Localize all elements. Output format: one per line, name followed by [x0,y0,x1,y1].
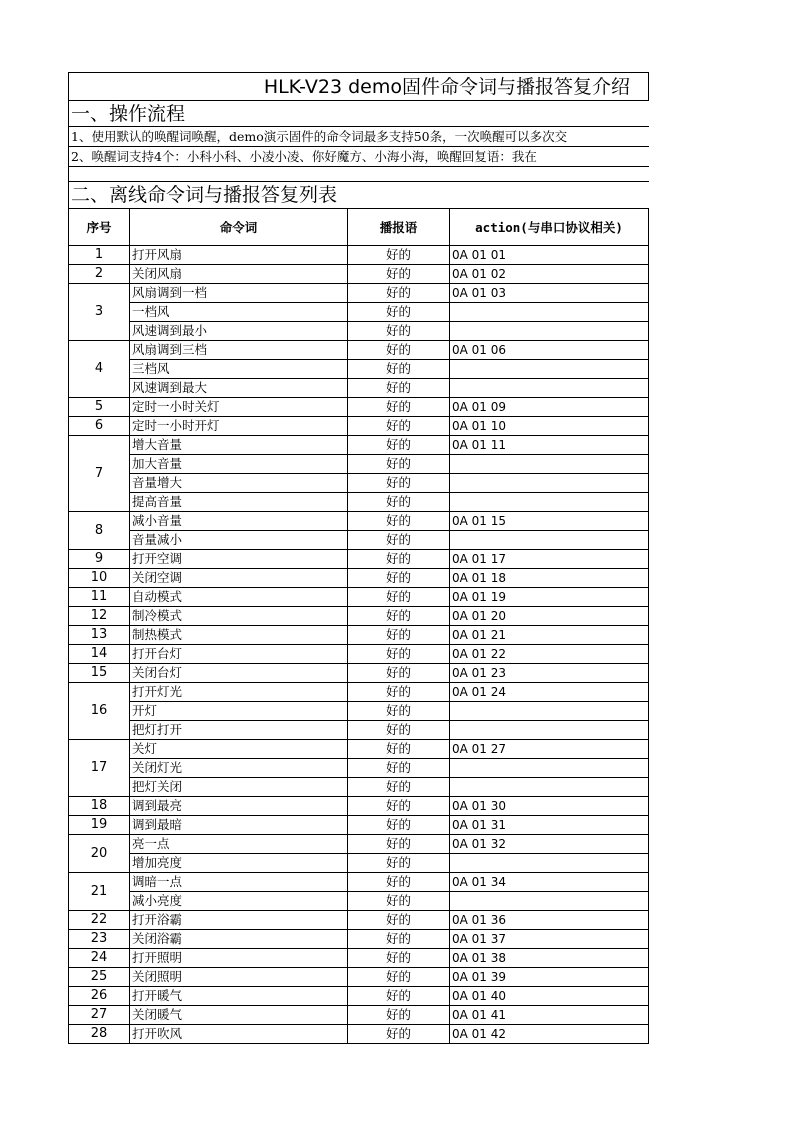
action-cell: 0A 01 27 [450,740,649,759]
command-cell: 开灯 [130,702,348,721]
row-index-cell: 21 [69,873,130,911]
table-row [69,303,649,322]
row-index-cell: 25 [69,968,130,987]
command-cell: 打开浴霸 [130,911,348,930]
table-row [69,968,649,987]
reply-cell: 好的 [348,664,450,683]
table-row [69,531,649,550]
row-index-cell: 4 [69,341,130,398]
reply-cell: 好的 [348,873,450,892]
action-cell: 0A 01 42 [450,1025,649,1044]
reply-cell: 好的 [348,816,450,835]
command-cell: 调到最亮 [130,797,348,816]
action-cell: 0A 01 34 [450,873,649,892]
action-cell: 0A 01 06 [450,341,649,360]
action-cell: 0A 01 31 [450,816,649,835]
table-row [69,702,649,721]
header-reply: 播报语 [348,209,450,246]
command-cell: 关闭空调 [130,569,348,588]
row-index-cell: 24 [69,949,130,968]
reply-cell: 好的 [348,778,450,797]
action-cell [450,721,649,740]
row-index-cell: 9 [69,550,130,569]
row-index-cell: 1 [69,246,130,265]
table-row [69,778,649,797]
command-cell: 音量减小 [130,531,348,550]
reply-cell: 好的 [348,930,450,949]
row-index-cell: 8 [69,512,130,550]
table-row [69,892,649,911]
command-cell: 调到最暗 [130,816,348,835]
table-row [69,987,649,1006]
reply-cell: 好的 [348,797,450,816]
row-index-cell: 28 [69,1025,130,1044]
command-cell: 制热模式 [130,626,348,645]
reply-cell: 好的 [348,607,450,626]
table-row [69,265,649,284]
command-cell: 打开照明 [130,949,348,968]
row-index-cell: 5 [69,398,130,417]
command-cell: 提高音量 [130,493,348,512]
command-cell: 减小音量 [130,512,348,531]
reply-cell: 好的 [348,987,450,1006]
command-cell: 音量增大 [130,474,348,493]
command-cell: 风扇调到三档 [130,341,348,360]
table-row [69,493,649,512]
action-cell [450,379,649,398]
action-cell: 0A 01 17 [450,550,649,569]
command-cell: 打开暖气 [130,987,348,1006]
command-cell: 把灯关闭 [130,778,348,797]
reply-cell: 好的 [348,360,450,379]
table-row [69,607,649,626]
table-row [69,436,649,455]
blank-row [69,167,649,182]
action-cell: 0A 01 19 [450,588,649,607]
action-cell [450,474,649,493]
action-cell: 0A 01 01 [450,246,649,265]
row-index-cell: 22 [69,911,130,930]
table-row [69,645,649,664]
reply-cell: 好的 [348,740,450,759]
table-row [69,455,649,474]
command-cell: 一档风 [130,303,348,322]
table-row [69,512,649,531]
reply-cell: 好的 [348,474,450,493]
command-cell: 关灯 [130,740,348,759]
command-cell: 关闭浴霸 [130,930,348,949]
table-row [69,1025,649,1044]
action-cell [450,892,649,911]
reply-cell: 好的 [348,1025,450,1044]
table-row [69,474,649,493]
reply-cell: 好的 [348,645,450,664]
table-row [69,911,649,930]
action-cell [450,360,649,379]
command-cell: 打开灯光 [130,683,348,702]
table-row [69,284,649,303]
table-row [69,683,649,702]
page-title: HLK-V23 demo固件命令词与播报答复介绍 [69,73,649,101]
command-cell: 关闭暖气 [130,1006,348,1025]
command-cell: 三档风 [130,360,348,379]
reply-cell: 好的 [348,968,450,987]
reply-cell: 好的 [348,949,450,968]
command-cell: 增大音量 [130,436,348,455]
reply-cell: 好的 [348,303,450,322]
note-line-2: 2、唤醒词支持4个：小科小科、小凌小凌、你好魔方、小海小海，唤醒回复语：我在 [69,147,649,167]
row-index-cell: 17 [69,740,130,797]
command-cell: 关闭灯光 [130,759,348,778]
reply-cell: 好的 [348,322,450,341]
table-row [69,398,649,417]
table-row [69,664,649,683]
table-row [69,246,649,265]
action-cell: 0A 01 40 [450,987,649,1006]
action-cell: 0A 01 18 [450,569,649,588]
table-row [69,417,649,436]
header-index: 序号 [69,209,130,246]
command-cell: 风速调到最小 [130,322,348,341]
table-row [69,550,649,569]
table-row [69,341,649,360]
table-row [69,854,649,873]
action-cell: 0A 01 11 [450,436,649,455]
row-index-cell: 15 [69,664,130,683]
command-cell: 调暗一点 [130,873,348,892]
table-row [69,835,649,854]
row-index-cell: 13 [69,626,130,645]
row-index-cell: 16 [69,683,130,740]
action-cell: 0A 01 22 [450,645,649,664]
reply-cell: 好的 [348,398,450,417]
reply-cell: 好的 [348,721,450,740]
action-cell [450,531,649,550]
row-index-cell: 19 [69,816,130,835]
table-row [69,797,649,816]
reply-cell: 好的 [348,588,450,607]
table-row [69,873,649,892]
command-cell: 定时一小时开灯 [130,417,348,436]
header-action: action(与串口协议相关) [450,209,649,246]
reply-cell: 好的 [348,626,450,645]
action-cell: 0A 01 39 [450,968,649,987]
action-cell [450,759,649,778]
row-index-cell: 23 [69,930,130,949]
header-command: 命令词 [130,209,348,246]
row-index-cell: 14 [69,645,130,664]
action-cell [450,493,649,512]
action-cell: 0A 01 02 [450,265,649,284]
reply-cell: 好的 [348,550,450,569]
command-cell: 打开风扇 [130,246,348,265]
command-cell: 把灯打开 [130,721,348,740]
section-heading-operation: 一、操作流程 [69,101,649,127]
reply-cell: 好的 [348,493,450,512]
table-row [69,322,649,341]
command-cell: 关闭照明 [130,968,348,987]
table-row [69,740,649,759]
note-line-1: 1、使用默认的唤醒词唤醒，demo演示固件的命令词最多支持50条，一次唤醒可以多次交 [69,127,649,147]
table-row [69,1006,649,1025]
reply-cell: 好的 [348,531,450,550]
action-cell: 0A 01 10 [450,417,649,436]
row-index-cell: 2 [69,265,130,284]
reply-cell: 好的 [348,569,450,588]
section-heading-command-list: 二、离线命令词与播报答复列表 [71,184,338,206]
command-cell: 打开吹风 [130,1025,348,1044]
reply-cell: 好的 [348,683,450,702]
command-cell: 减小亮度 [130,892,348,911]
action-cell: 0A 01 20 [450,607,649,626]
table-row [69,379,649,398]
command-table [68,208,649,1044]
reply-cell: 好的 [348,455,450,474]
reply-cell: 好的 [348,246,450,265]
reply-cell: 好的 [348,911,450,930]
table-row [69,930,649,949]
row-index-cell: 11 [69,588,130,607]
table-row [69,759,649,778]
action-cell: 0A 01 23 [450,664,649,683]
action-cell: 0A 01 24 [450,683,649,702]
action-cell [450,854,649,873]
table-row [69,721,649,740]
action-cell [450,303,649,322]
command-cell: 增加亮度 [130,854,348,873]
action-cell: 0A 01 38 [450,949,649,968]
reply-cell: 好的 [348,759,450,778]
action-cell [450,778,649,797]
reply-cell: 好的 [348,341,450,360]
reply-cell: 好的 [348,835,450,854]
reply-cell: 好的 [348,1006,450,1025]
reply-cell: 好的 [348,854,450,873]
command-cell: 定时一小时关灯 [130,398,348,417]
table-row [69,588,649,607]
command-cell: 关闭风扇 [130,265,348,284]
action-cell: 0A 01 36 [450,911,649,930]
command-cell: 自动模式 [130,588,348,607]
row-index-cell: 6 [69,417,130,436]
row-index-cell: 26 [69,987,130,1006]
table-row [69,569,649,588]
row-index-cell: 18 [69,797,130,816]
action-cell: 0A 01 37 [450,930,649,949]
action-cell: 0A 01 15 [450,512,649,531]
reply-cell: 好的 [348,512,450,531]
command-cell: 打开空调 [130,550,348,569]
table-header-row [69,209,649,246]
row-index-cell: 10 [69,569,130,588]
reply-cell: 好的 [348,284,450,303]
command-cell: 加大音量 [130,455,348,474]
command-cell: 打开台灯 [130,645,348,664]
action-cell: 0A 01 03 [450,284,649,303]
reply-cell: 好的 [348,379,450,398]
command-cell: 风速调到最大 [130,379,348,398]
command-cell: 亮一点 [130,835,348,854]
reply-cell: 好的 [348,702,450,721]
table-body [69,246,649,1044]
table-row [69,816,649,835]
row-index-cell: 12 [69,607,130,626]
reply-cell: 好的 [348,417,450,436]
document-sheet [68,72,649,1044]
row-index-cell: 3 [69,284,130,341]
table-row [69,626,649,645]
command-cell: 制冷模式 [130,607,348,626]
reply-cell: 好的 [348,265,450,284]
reply-cell: 好的 [348,436,450,455]
action-cell: 0A 01 09 [450,398,649,417]
command-cell: 风扇调到一档 [130,284,348,303]
action-cell: 0A 01 32 [450,835,649,854]
action-cell: 0A 01 30 [450,797,649,816]
table-row [69,360,649,379]
action-cell [450,455,649,474]
row-index-cell: 7 [69,436,130,512]
reply-cell: 好的 [348,892,450,911]
row-index-cell: 27 [69,1006,130,1025]
action-cell [450,322,649,341]
command-cell: 关闭台灯 [130,664,348,683]
row-index-cell: 20 [69,835,130,873]
action-cell: 0A 01 21 [450,626,649,645]
action-cell: 0A 01 41 [450,1006,649,1025]
table-row [69,949,649,968]
action-cell [450,702,649,721]
